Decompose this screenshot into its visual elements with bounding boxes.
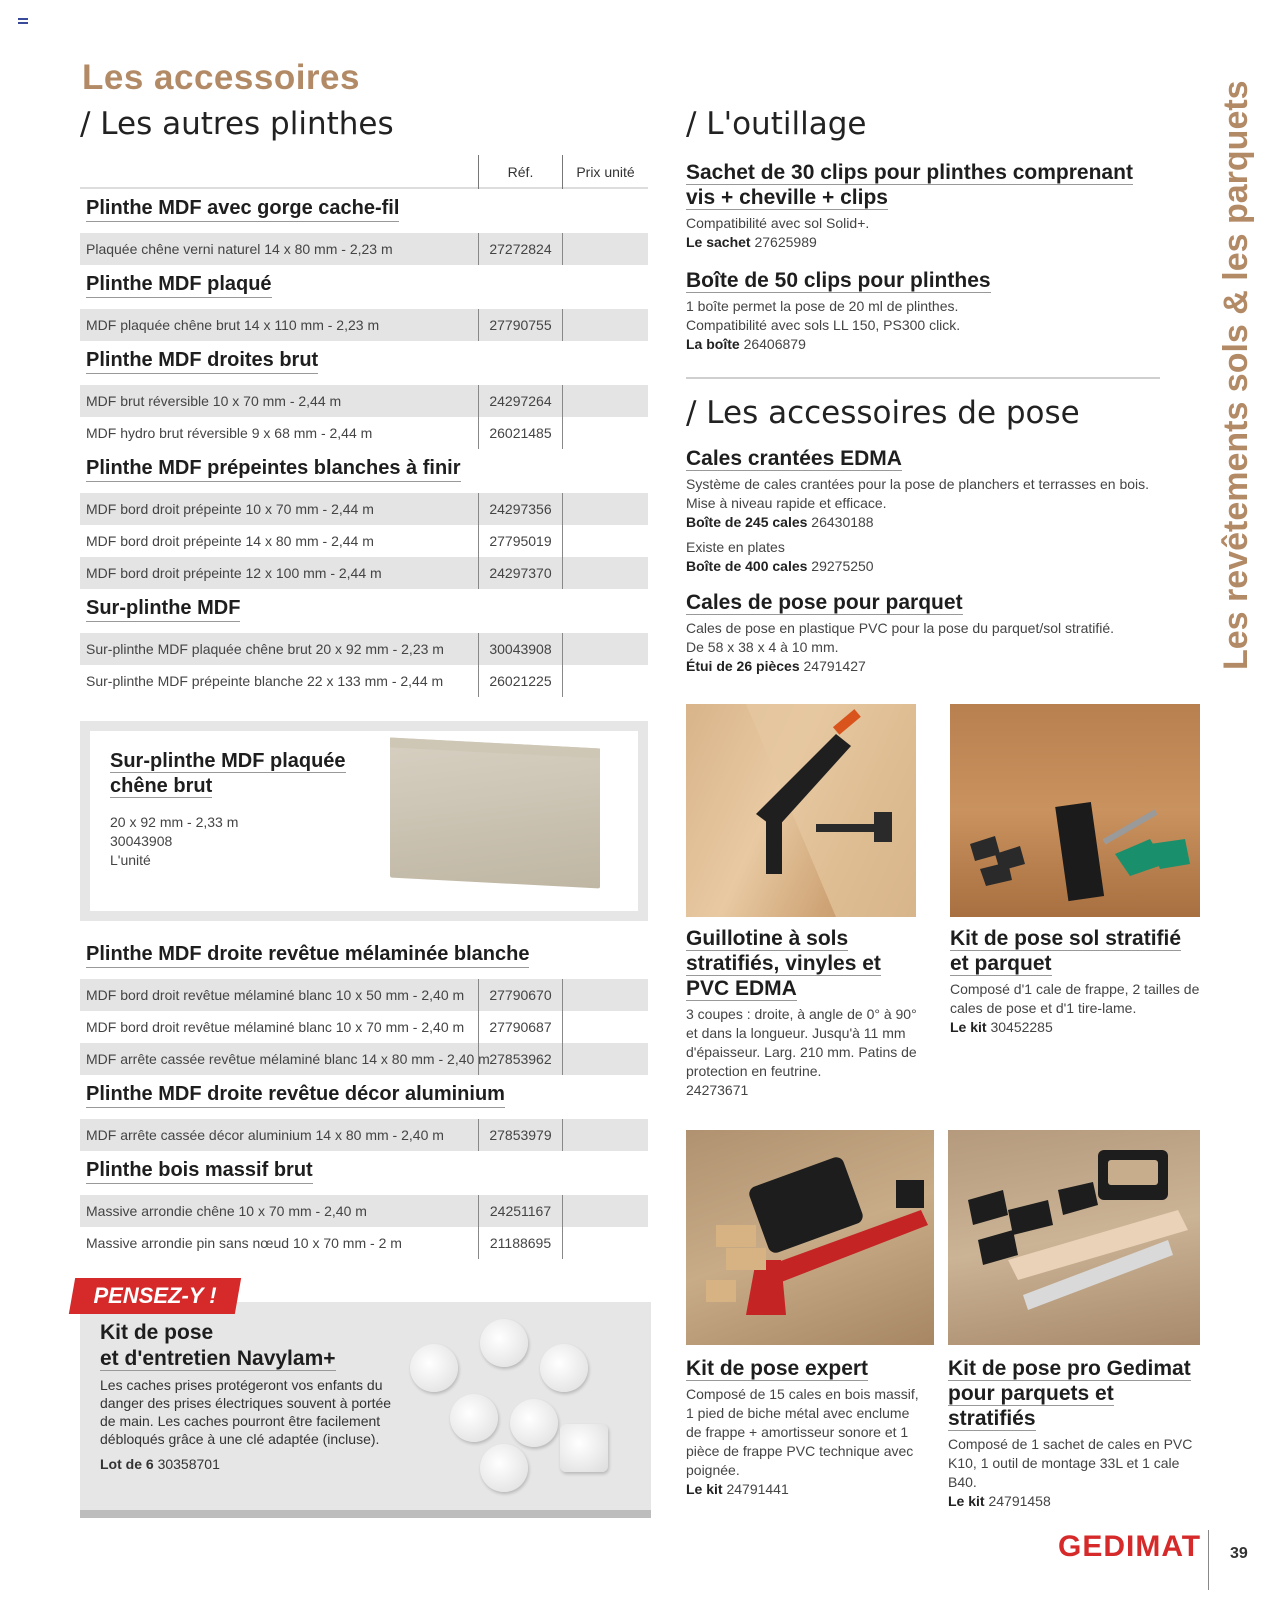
tools-item-2-text: 1 boîte permet la pose de 20 ml de plinthes. Compatibilité avec sols LL 150, PS300 click. La boîte 26406879 (686, 298, 961, 352)
stratifie-kit-photo (950, 704, 1200, 917)
gedimat-logo: GEDIMAT (1058, 1530, 1202, 1563)
pose-item-2-text: Cales de pose en plastique PVC pour la pose du parquet/sol stratifié. De 58 x 38 x 4 à 10 mm. Étui de 26 pièces 24791427 (686, 620, 1115, 674)
row-description: MDF arrête cassée revêtue mélaminé blanc 14 x 80 mm - 2,40 m (86, 1051, 490, 1067)
corner-mark (18, 18, 28, 26)
section-title: Les accessoires (82, 58, 360, 97)
product-4-text: Composé de 1 sachet de cales en PVC K10, 1 outil de montage 33L et 1 cale B40. Le kit 24791458 (948, 1436, 1193, 1509)
pro-kit-photo (948, 1130, 1200, 1345)
product-2-title: Kit de pose sol stratifié et parquet (950, 927, 1182, 975)
row-ref: 27795019 (478, 525, 562, 557)
row-ref: 24297264 (478, 385, 562, 417)
left-heading: / Les autres plinthes (80, 106, 394, 142)
product-groups-2 (80, 935, 648, 1259)
row-ref: 24297370 (478, 557, 562, 589)
row-description: MDF bord droit prépeinte 14 x 80 mm - 2,44 m (86, 533, 374, 549)
pose-item-2 (686, 590, 1160, 676)
table-row (80, 385, 648, 417)
tools-heading: / L'outillage (686, 106, 867, 142)
row-ref: 27272824 (478, 233, 562, 265)
product-1-text: 3 coupes : droite, à angle de 0° à 90° et dans la longueur. Jusqu'à 11 mm d'épaisseur. Larg. 210 mm. Patins de protection en feutrine. 24273671 (686, 1006, 917, 1098)
row-description: MDF arrête cassée décor aluminium 14 x 80 mm - 2,40 m (86, 1127, 444, 1143)
row-price (562, 665, 563, 697)
row-ref: 27853979 (478, 1119, 562, 1151)
tip-box (80, 1302, 651, 1518)
table-row (80, 1119, 648, 1151)
table-row (80, 1011, 648, 1043)
tools-item-2-title: Boîte de 50 clips pour plinthes (686, 269, 991, 292)
row-price (562, 525, 563, 557)
row-ref: 21188695 (478, 1227, 562, 1259)
table-row (80, 493, 648, 525)
tools-item-1-text: Compatibilité avec sol Solid+. Le sachet 27625989 (686, 215, 870, 250)
product-1-title: Guillotine à sols stratifiés, vinyles et PVC EDMA (686, 927, 881, 1000)
table-row (80, 979, 648, 1011)
row-price (562, 1227, 563, 1259)
table-row (80, 417, 648, 449)
row-ref: 24251167 (478, 1195, 562, 1227)
group-title: Plinthe bois massif brut (80, 1151, 648, 1195)
row-description: MDF bord droit revêtue mélaminé blanc 10 x 50 mm - 2,40 m (86, 987, 465, 1003)
row-price (562, 979, 563, 1011)
tools-item-2 (686, 268, 1146, 354)
row-description: MDF bord droit revêtue mélaminé blanc 10 x 70 mm - 2,40 m (86, 1019, 465, 1035)
row-ref: 26021225 (478, 665, 562, 697)
group-title: Plinthe MDF avec gorge cache-fil (80, 189, 648, 233)
section-divider (686, 377, 1160, 379)
ref-column-header: Réf. (478, 155, 562, 189)
tip-lot: Lot de 6 30358701 (100, 1456, 220, 1472)
row-price (562, 1195, 563, 1227)
row-description: Massive arrondie pin sans nœud 10 x 70 mm - 2 m (86, 1235, 402, 1251)
row-price (562, 557, 563, 589)
group-title: Plinthe MDF droite revêtue décor aluminium (80, 1075, 648, 1119)
side-label: Les revêtements sols & les parquets (1217, 80, 1255, 670)
product-2 (950, 926, 1200, 1037)
row-description: MDF brut réversible 10 x 70 mm - 2,44 m (86, 393, 342, 409)
pensez-y-badge: PENSEZ-Y ! (69, 1278, 241, 1314)
row-price (562, 385, 563, 417)
skirting-board-image (390, 737, 600, 888)
row-description: Massive arrondie chêne 10 x 70 mm - 2,40 m (86, 1203, 367, 1219)
tools-item-1 (686, 160, 1146, 252)
promo-title: Sur-plinthe MDF plaquée chêne brut (110, 750, 346, 797)
row-description: Plaquée chêne verni naturel 14 x 80 mm - 2,23 m (86, 241, 393, 257)
table-row (80, 309, 648, 341)
row-ref: 27790670 (478, 979, 562, 1011)
table-row (80, 1043, 648, 1075)
row-price (562, 493, 563, 525)
product-1 (686, 926, 926, 1100)
product-3-title: Kit de pose expert (686, 1357, 869, 1380)
footer-divider (1208, 1530, 1209, 1590)
row-ref: 27790687 (478, 1011, 562, 1043)
row-ref: 26021485 (478, 417, 562, 449)
row-description: Sur-plinthe MDF plaquée chêne brut 20 x 92 mm - 2,23 m (86, 641, 444, 657)
group-title: Plinthe MDF prépeintes blanches à finir (80, 449, 648, 493)
row-price (562, 417, 563, 449)
promo-unit: L'unité (110, 852, 151, 868)
group-title: Sur-plinthe MDF (80, 589, 648, 633)
page-number: 39 (1230, 1545, 1248, 1562)
row-description: MDF bord droit prépeinte 10 x 70 mm - 2,44 m (86, 501, 374, 517)
table-row (80, 525, 648, 557)
plinthes-table (80, 155, 648, 697)
promo-box (80, 721, 648, 921)
pose-item-1 (686, 446, 1160, 576)
table-row (80, 557, 648, 589)
tools-item-1-title: Sachet de 30 clips pour plinthes comprenant vis + cheville + clips (686, 161, 1133, 209)
row-description: MDF bord droit prépeinte 12 x 100 mm - 2,44 m (86, 565, 382, 581)
row-price (562, 309, 563, 341)
table-header (80, 155, 648, 189)
pose-item-2-title: Cales de pose pour parquet (686, 591, 963, 614)
product-3-text: Composé de 15 cales en bois massif, 1 pied de biche métal avec enclume de frappe + amortisseur sonore et 1 pièce de frappe PVC technique avec poignée. Le kit 24791441 (686, 1386, 919, 1497)
product-4 (948, 1356, 1203, 1511)
row-description: MDF hydro brut réversible 9 x 68 mm - 2,44 m (86, 425, 373, 441)
promo-size: 20 x 92 mm - 2,33 m (110, 814, 239, 830)
product-3 (686, 1356, 926, 1499)
group-title: Plinthe MDF droites brut (80, 341, 648, 385)
row-price (562, 233, 563, 265)
row-ref: 27790755 (478, 309, 562, 341)
tip-title: Kit de pose et d'entretien Navylam+ (100, 1321, 336, 1370)
promo-spec (110, 813, 238, 870)
pose-item-1-title: Cales crantées EDMA (686, 447, 902, 470)
pose-heading: / Les accessoires de pose (686, 395, 1080, 431)
group-title: Plinthe MDF plaqué (80, 265, 648, 309)
promo-ref: 30043908 (110, 833, 173, 849)
table-row (80, 1195, 648, 1227)
row-description: Sur-plinthe MDF prépeinte blanche 22 x 133 mm - 2,44 m (86, 673, 444, 689)
row-ref: 30043908 (478, 633, 562, 665)
row-ref: 24297356 (478, 493, 562, 525)
product-groups (80, 189, 648, 697)
row-price (562, 1119, 563, 1151)
row-price (562, 1043, 563, 1075)
tip-body: Les caches prises protégeront vos enfants du danger des prises électriques souvent à portée de main. Les caches pourront être facilement débloqués grâce à une clé adaptée (incluse). (100, 1377, 392, 1447)
table-row (80, 233, 648, 265)
group-title: Plinthe MDF droite revêtue mélaminée blanche (80, 935, 648, 979)
product-4-title: Kit de pose pro Gedimat pour parquets et stratifiés (948, 1357, 1191, 1430)
table-row (80, 665, 648, 697)
price-column-header: Prix unité (562, 155, 648, 189)
pose-item-1-text: Système de cales crantées pour la pose de planchers et terrasses en bois. Mise à niveau rapide et efficace. Boîte de 245 cales 26430188 Existe en plates Boîte de 400 cales 29275250 (686, 476, 1150, 574)
row-ref: 27853962 (478, 1043, 562, 1075)
row-price (562, 633, 563, 665)
plinthes-table-2 (80, 935, 648, 1259)
socket-covers-image (410, 1314, 640, 1504)
row-price (562, 1011, 563, 1043)
guillotine-photo (686, 704, 916, 917)
product-2-text: Composé d'1 cale de frappe, 2 tailles de cales de pose et d'1 tire-lame. Le kit 30452285 (950, 981, 1200, 1035)
expert-kit-photo (686, 1130, 934, 1345)
table-row (80, 1227, 648, 1259)
table-row (80, 633, 648, 665)
row-description: MDF plaquée chêne brut 14 x 110 mm - 2,23 m (86, 317, 380, 333)
